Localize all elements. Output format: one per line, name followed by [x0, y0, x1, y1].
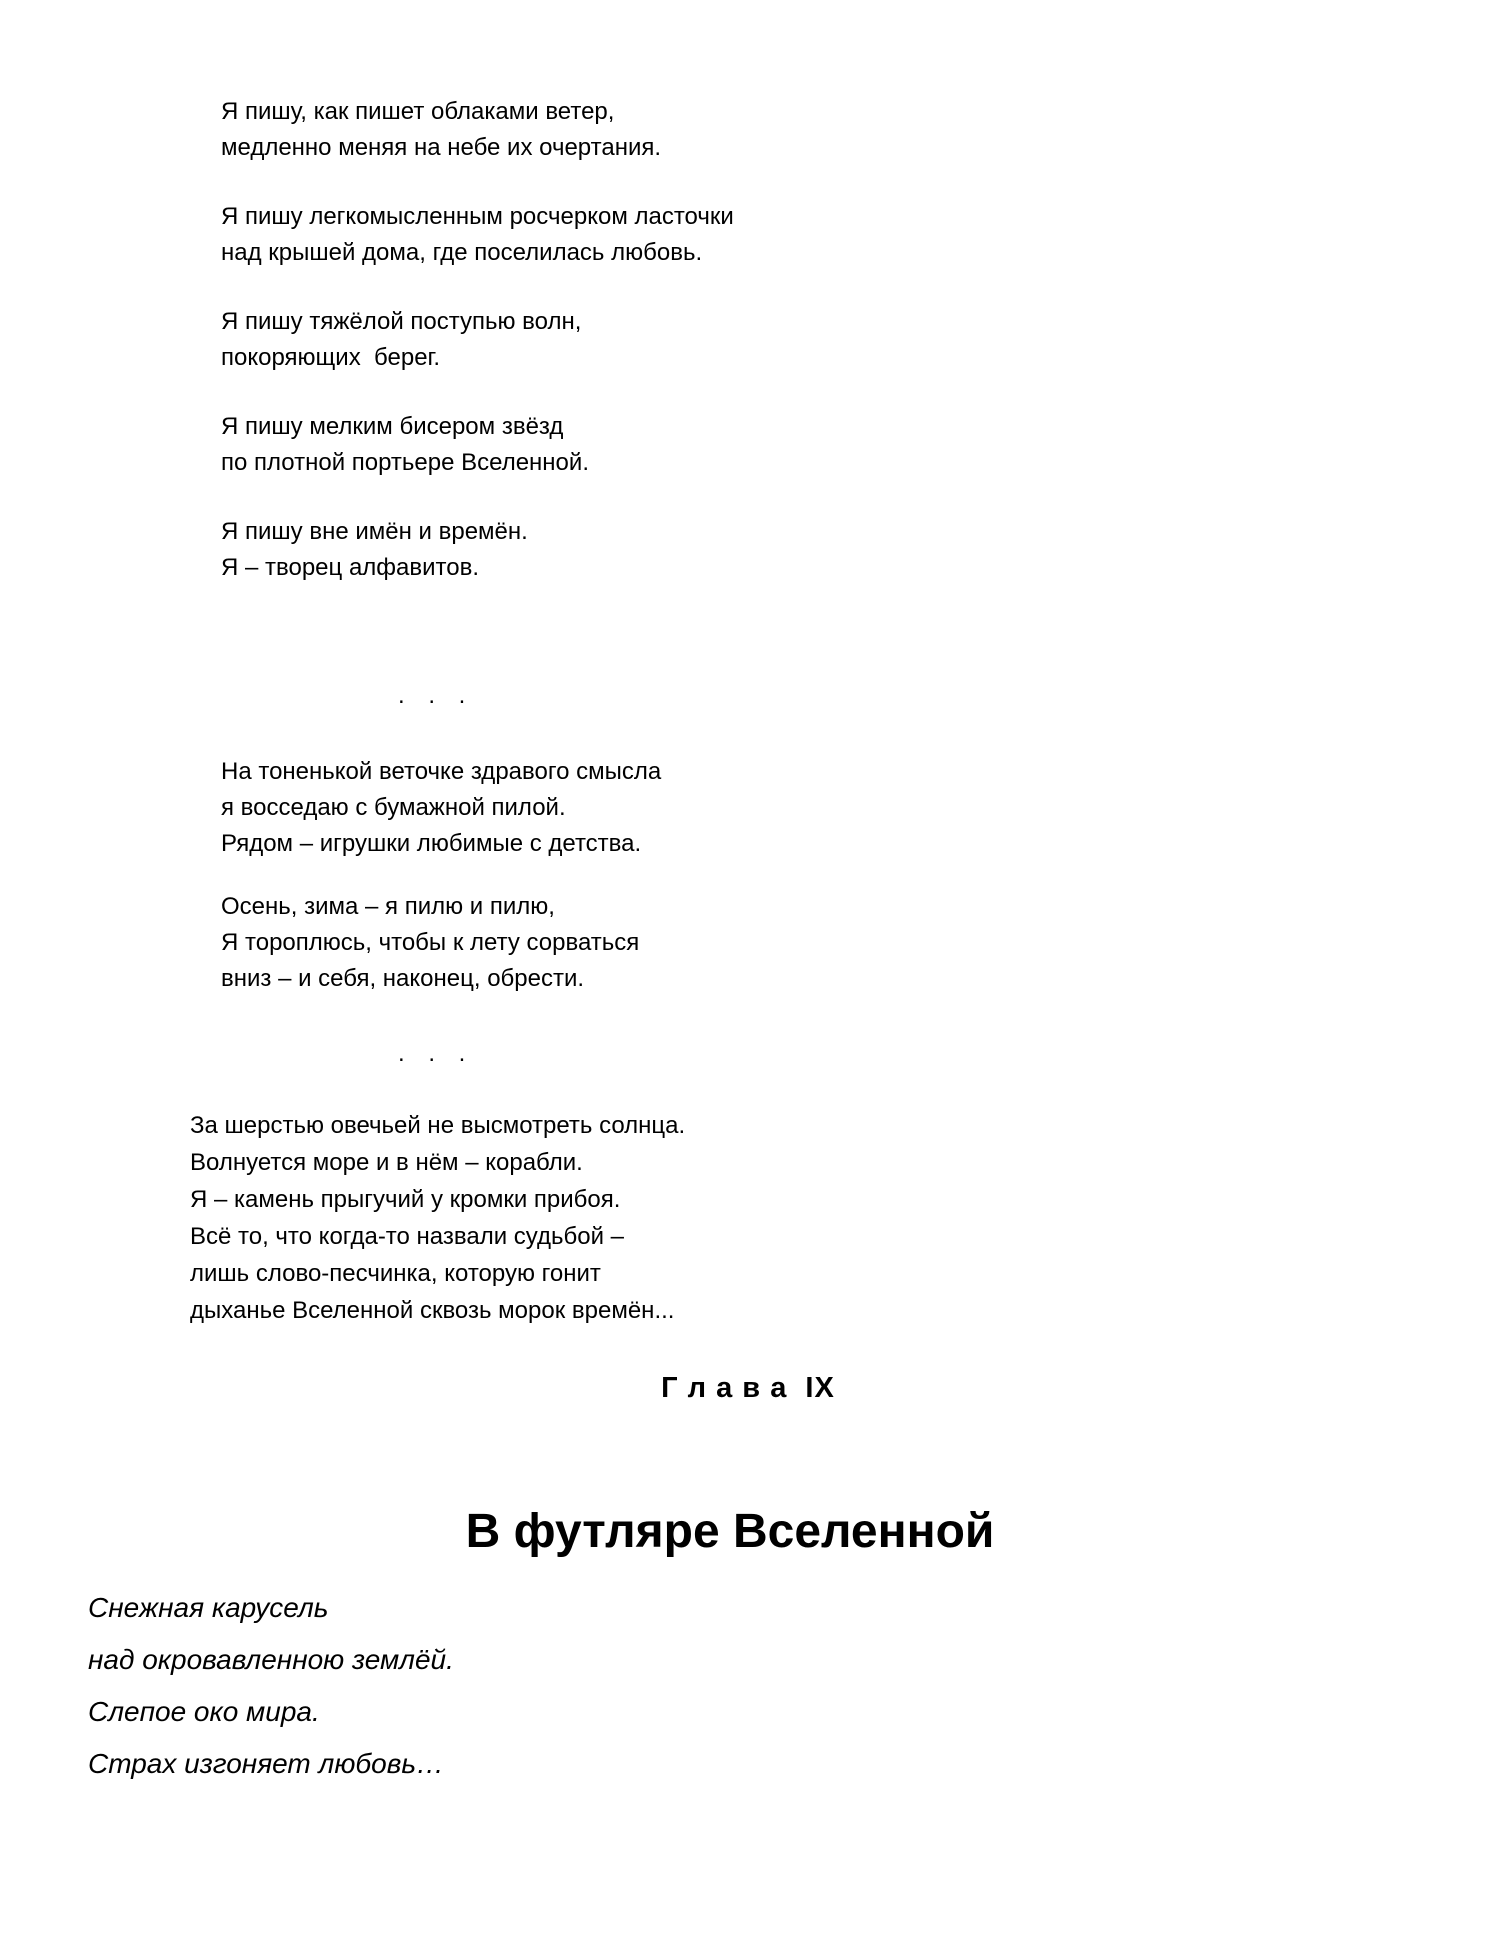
epigraph-line: Снежная карусель	[88, 1592, 329, 1623]
poem-line: медленно меняя на небе их очертания.	[221, 134, 662, 161]
poem-line: На тоненькой веточке здравого смысла	[221, 758, 662, 785]
poem-section-2-stanza-2	[221, 889, 639, 997]
poem-line: Осень, зима – я пилю и пилю,	[221, 893, 555, 920]
stanza	[221, 94, 734, 166]
stanza-separator: . . .	[398, 1040, 466, 1067]
chapter-heading: Г л а в а IX	[661, 1372, 835, 1404]
epigraph-line: Слепое око мира.	[88, 1696, 320, 1727]
poem-section-3	[190, 1107, 685, 1329]
poem-line: Я пишу мелким бисером звёзд	[221, 413, 564, 440]
poem-line: вниз – и себя, наконец, обрести.	[221, 965, 585, 992]
stanza	[221, 514, 734, 586]
poem-line: Я пишу вне имён и времён.	[221, 518, 528, 545]
poem-line: покоряющих берег.	[221, 344, 441, 371]
poem-line: я восседаю с бумажной пилой.	[221, 794, 566, 821]
stanza	[221, 199, 734, 271]
epigraph-line: Страх изгоняет любовь…	[88, 1748, 445, 1779]
epigraph	[88, 1582, 454, 1790]
poem-line: Я пишу тяжёлой поступью волн,	[221, 308, 582, 335]
section-title: В футляре Вселенной	[465, 1505, 995, 1558]
epigraph-line: над окровавленною землёй.	[88, 1644, 454, 1675]
poem-line: по плотной портьере Вселенной.	[221, 449, 589, 476]
poem-line: Я – камень прыгучий у кромки прибоя.	[190, 1186, 621, 1213]
poem-line: Я пишу легкомысленным росчерком ласточки	[221, 203, 734, 230]
poem-line: Рядом – игрушки любимые с детства.	[221, 830, 642, 857]
poem-line: дыханье Вселенной сквозь морок времён...	[190, 1297, 675, 1324]
poem-line: Я тороплюсь, чтобы к лету сорваться	[221, 929, 640, 956]
poem-line: лишь слово-песчинка, которую гонит	[190, 1260, 601, 1287]
poem-line: Я – творец алфавитов.	[221, 554, 480, 581]
poem-line: За шерстью овечьей не высмотреть солнца.	[190, 1112, 686, 1139]
poem-line: над крышей дома, где поселилась любовь.	[221, 239, 703, 266]
stanza-separator: . . .	[398, 682, 466, 709]
poem-section-1	[221, 94, 734, 586]
stanza	[221, 304, 734, 376]
stanza	[221, 409, 734, 481]
poem-section-2-stanza-1	[221, 754, 661, 862]
poem-line: Всё то, что когда-то назвали судьбой –	[190, 1223, 625, 1250]
poem-line: Я пишу, как пишет облаками ветер,	[221, 98, 615, 125]
poem-line: Волнуется море и в нём – корабли.	[190, 1149, 583, 1176]
